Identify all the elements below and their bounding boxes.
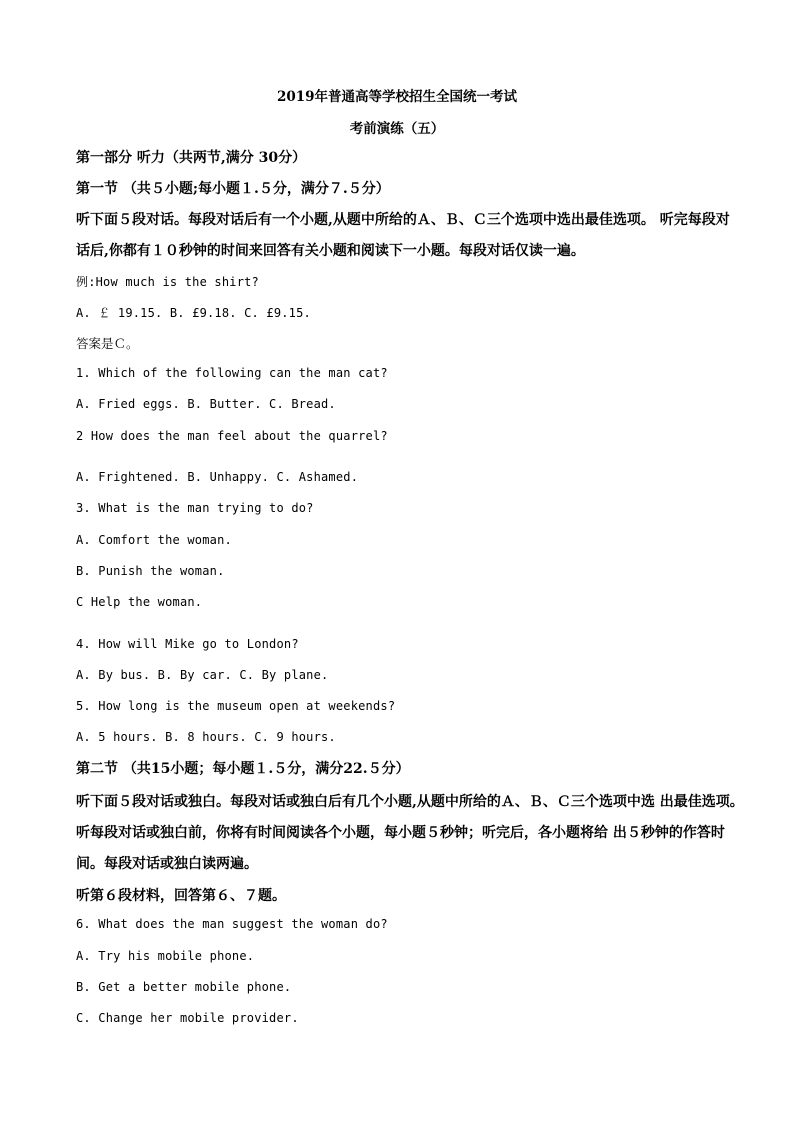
question-2: 2 How does the man feel about the quarrel?	[76, 429, 388, 443]
section2-heading: 第二节 （共15小题；每小题１.５分，满分22.５分）	[76, 761, 410, 777]
question-6-option-c: C. Change her mobile provider.	[76, 1011, 299, 1025]
section1-instructions-line2: 话后,你都有１０秒钟的时间来回答有关小题和阅读下一小题。每段对话仅读一遍。	[76, 243, 585, 259]
section2-instructions-line2: 听每段对话或独白前，你将有时间阅读各个小题，每小题５秒钟；听完后，各小题将给 出５秒钟的作答时	[76, 825, 725, 841]
question-4: 4. How will Mike go to London?	[76, 637, 299, 651]
example-question: 例:How much is the shirt?	[76, 275, 259, 289]
question-6: 6. What does the man suggest the woman do?	[76, 917, 388, 931]
part1-heading: 第一部分 听力（共两节,满分 30分）	[76, 150, 307, 166]
section2-instructions-line3: 间。每段对话或独白读两遍。	[76, 856, 258, 872]
question-3-option-a: A. Comfort the woman.	[76, 533, 232, 547]
question-4-options: A. By bus. B. By car. C. By plane.	[76, 668, 329, 682]
question-1-options: A. Fried eggs. B. Butter. C. Bread.	[76, 397, 336, 411]
material-6-heading: 听第６段材料，回答第６、７题。	[76, 888, 286, 904]
question-5-options: A. 5 hours. B. 8 hours. C. 9 hours.	[76, 730, 336, 744]
example-options: A. ￡ 19.15. B. £9.18. C. £9.15.	[76, 306, 311, 320]
question-3: 3. What is the man trying to do?	[76, 501, 314, 515]
question-6-option-a: A. Try his mobile phone.	[76, 949, 255, 963]
section1-instructions-line1: 听下面５段对话。每段对话后有一个小题,从题中所给的Ａ、Ｂ、Ｃ三个选项中选出最佳选项。 听完每段对	[76, 212, 730, 228]
question-3-option-b: B. Punish the woman.	[76, 564, 225, 578]
question-2-options: A. Frightened. B. Unhappy. C. Ashamed.	[76, 470, 359, 484]
exam-subtitle: 考前演练（五）	[349, 121, 445, 137]
question-1: 1. Which of the following can the man cat?	[76, 366, 388, 380]
question-6-option-b: B. Get a better mobile phone.	[76, 980, 292, 994]
question-5: 5. How long is the museum open at weekends?	[76, 699, 396, 713]
example-answer: 答案是Ｃ。	[76, 336, 139, 351]
question-3-option-c: C Help the woman.	[76, 595, 203, 609]
exam-title: 2019年普通高等学校招生全国统一考试	[276, 89, 518, 105]
section1-heading: 第一节 （共５小题;每小题１.５分，满分７.５分）	[76, 181, 390, 197]
section2-instructions-line1: 听下面５段对话或独白。每段对话或独白后有几个小题,从题中所给的Ａ、Ｂ、Ｃ三个选项中选 出最佳选项。	[76, 794, 744, 810]
